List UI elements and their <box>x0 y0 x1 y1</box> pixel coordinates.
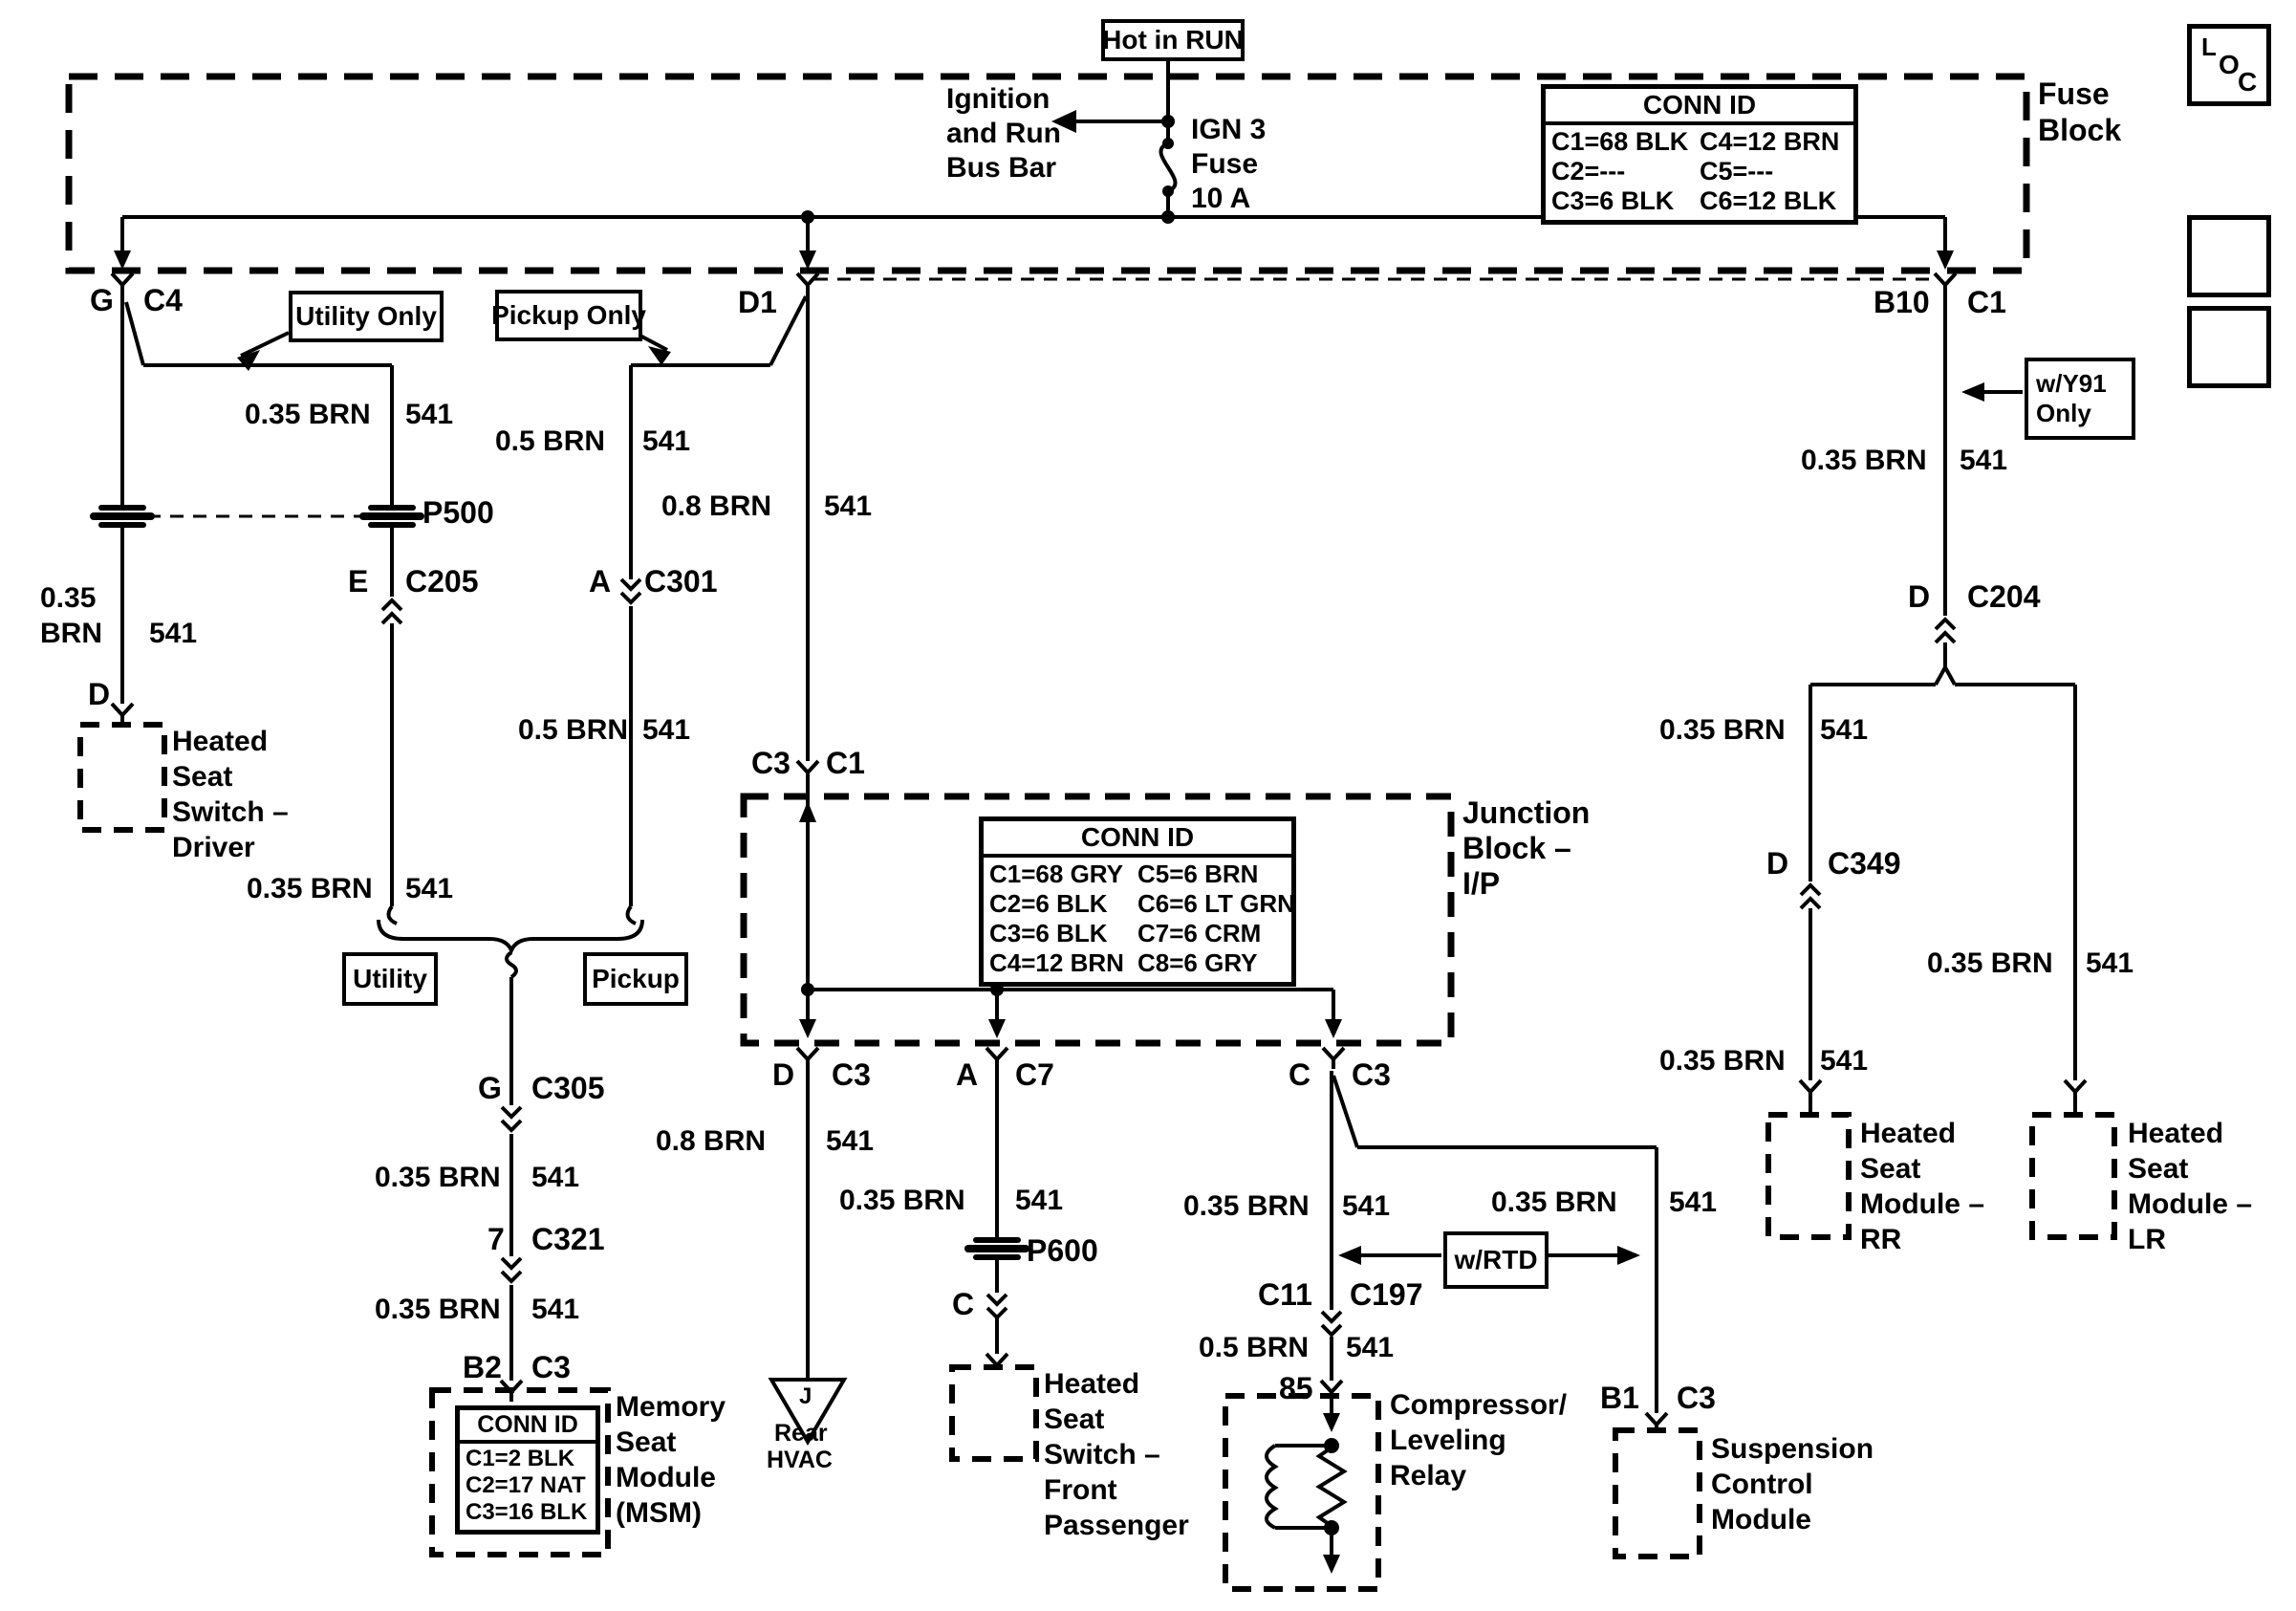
loc-icon <box>2187 24 2271 106</box>
rr-module-line-1: Heated <box>1860 1118 1957 1149</box>
wire-msm-1-size: 0.35 BRN <box>375 1162 501 1193</box>
fuse-label-line-2: Fuse <box>1191 148 1259 180</box>
fuse-label-line-3: 10 A <box>1191 183 1251 214</box>
wire-rr-upper-circuit: 541 <box>1820 714 1869 746</box>
utility-only-arrow-line <box>241 333 289 356</box>
driver-switch-line-2: Seat <box>172 761 233 793</box>
heated-seat-switch-driver-dashed-box <box>80 725 164 830</box>
pin-c305: C305 <box>531 1071 605 1105</box>
pin-c4: C4 <box>143 283 183 317</box>
suspension-label-2: Control <box>1711 1469 1813 1500</box>
wire-suspension-circuit: 541 <box>1669 1186 1718 1218</box>
utility-only-label: Utility Only <box>295 301 437 331</box>
fuse-label-line-1: IGN 3 <box>1191 114 1267 145</box>
wire-relay-upper-circuit: 541 <box>1342 1190 1391 1222</box>
wire-msm-2-size: 0.35 BRN <box>375 1294 501 1325</box>
rear-hvac-label-2: HVAC <box>767 1447 833 1473</box>
wire-msm-2-circuit: 541 <box>531 1294 580 1325</box>
msm-label-4: (MSM) <box>616 1497 702 1529</box>
w-rtd-right-arrowhead <box>1617 1246 1640 1265</box>
wire-d1-size: 0.8 BRN <box>661 490 772 522</box>
connector-7-c321 <box>502 1258 521 1281</box>
lr-module-line-1: Heated <box>2128 1118 2224 1149</box>
wire-utility-branch <box>126 302 397 924</box>
wire-driver-size-1: 0.35 <box>40 582 97 614</box>
ignition-bus-line-1: Ignition <box>946 83 1051 115</box>
conn-id-row <box>989 860 1286 889</box>
utility-tag <box>342 952 438 1006</box>
pin-c11: C11 <box>1258 1277 1312 1312</box>
hot-in-run-tag <box>1101 19 1245 61</box>
wire-rr-lower-size: 0.35 BRN <box>1659 1045 1786 1077</box>
pin-b2-c3: C3 <box>531 1350 571 1384</box>
pin-a-c301: A <box>589 564 612 599</box>
ignition-bus-line-2: and Run <box>946 118 1061 149</box>
wire-msm-1-circuit: 541 <box>531 1162 580 1193</box>
relay-label-1: Compressor/ <box>1390 1389 1568 1421</box>
pin-g-c305: G <box>478 1071 502 1105</box>
pin-b1-c3: C3 <box>1677 1381 1716 1415</box>
conn-id-header: CONN ID <box>984 821 1291 858</box>
conn-id-cell: C2=--- <box>1551 157 1626 185</box>
pin-85: 85 <box>1279 1371 1313 1405</box>
p500-grommet-left <box>94 508 151 525</box>
pin-g: G <box>90 283 114 317</box>
w-rtd-tag <box>1443 1231 1549 1289</box>
loc-letter-l: L <box>2201 33 2217 61</box>
wire-driver-circuit: 541 <box>149 618 198 649</box>
wire-pickup-upper-size: 0.5 BRN <box>495 425 606 457</box>
previous-page-icon-box <box>2187 306 2271 388</box>
connector-d-c3-out <box>797 1048 818 1069</box>
rr-module-line-3: Module – <box>1860 1188 1985 1220</box>
pin-c301: C301 <box>644 564 718 599</box>
conn-id-body <box>460 1444 596 1530</box>
junction-in-up-arrowhead <box>799 801 816 822</box>
splice-p500: P500 <box>422 495 494 530</box>
connector-d1 <box>797 273 818 296</box>
lr-module-line-4: LR <box>2128 1224 2166 1255</box>
conn-id-header: CONN ID <box>1546 89 1853 125</box>
heated-seat-module-rr-dashed-box <box>1768 1115 1849 1237</box>
msm-conn-id-table <box>455 1405 600 1535</box>
pickup-tag <box>583 952 688 1006</box>
utility-label: Utility <box>353 964 427 993</box>
pin-c1: C1 <box>1967 285 2006 319</box>
p500-grommet-right <box>363 508 421 525</box>
connector-a-c301 <box>621 579 640 602</box>
pin-a-jb-out: A <box>956 1057 979 1092</box>
conn-id-cell: C4=12 BRN <box>1700 127 1840 156</box>
conn-id-row <box>1551 127 1848 157</box>
junction-block-conn-id-table <box>979 816 1296 987</box>
heated-seat-module-lr-dashed-box <box>2032 1115 2114 1237</box>
pin-d1: D1 <box>738 285 777 319</box>
wire-y91-size: 0.35 BRN <box>1801 445 1927 476</box>
conn-id-cell: C7=6 CRM <box>1137 919 1262 947</box>
wire-utility-upper-size: 0.35 BRN <box>245 399 371 430</box>
wire-pickup-branch <box>627 296 806 924</box>
connector-c11-c197 <box>1322 1312 1341 1335</box>
junction-block-label-3: I/P <box>1462 866 1501 901</box>
heated-seat-switch-front-passenger-dashed-box <box>952 1367 1036 1459</box>
wire-suspension-size: 0.35 BRN <box>1491 1186 1617 1218</box>
rr-module-line-4: RR <box>1860 1224 1902 1255</box>
conn-id-row <box>466 1472 590 1499</box>
conn-id-cell: C3=16 BLK <box>466 1499 588 1525</box>
pin-d-jb-out: D <box>772 1057 795 1092</box>
pin-c205: C205 <box>405 564 479 599</box>
pin-c349: C349 <box>1828 846 1901 881</box>
conn-id-cell: C6=6 LT GRN <box>1137 889 1295 918</box>
p600-grommet <box>968 1240 1026 1257</box>
conn-id-cell: C1=2 BLK <box>466 1446 575 1471</box>
pin-c204: C204 <box>1967 579 2041 614</box>
conn-id-cell: C1=68 GRY <box>989 860 1123 888</box>
conn-id-row <box>1551 157 1848 186</box>
conn-id-cell: C4=12 BRN <box>989 948 1124 977</box>
w-y91-arrowhead <box>1961 382 1984 402</box>
splice-p600: P600 <box>1027 1233 1098 1268</box>
pin-c-jb-out: C <box>1289 1057 1311 1092</box>
next-page-icon-box <box>2187 215 2271 297</box>
relay-label-2: Leveling <box>1390 1425 1506 1456</box>
junction-block-label-1: Junction <box>1462 795 1591 830</box>
junction-block-label-2: Block – <box>1462 831 1571 865</box>
connector-rr-in <box>1800 1080 1821 1115</box>
pin-c321: C321 <box>531 1222 605 1256</box>
connector-g-c305 <box>502 1107 521 1130</box>
fuse-block-label-1: Fuse <box>2038 76 2110 111</box>
conn-id-cell: C2=17 NAT <box>466 1472 586 1498</box>
connector-b10-c1 <box>1935 273 1956 296</box>
suspension-label-1: Suspension <box>1711 1433 1874 1465</box>
wire-frontpass-size: 0.35 BRN <box>839 1185 965 1216</box>
wire-pickup-upper-circuit: 541 <box>642 425 691 457</box>
conn-id-cell: C6=12 BLK <box>1700 186 1837 215</box>
junction-block-internal-bus <box>808 990 1333 1031</box>
conn-id-cell: C3=6 BLK <box>989 919 1108 947</box>
conn-id-row <box>989 889 1295 919</box>
relay-internals <box>1267 1440 1344 1566</box>
lr-module-line-3: Module – <box>2128 1188 2253 1220</box>
conn-id-row <box>466 1446 590 1472</box>
relay-label-3: Relay <box>1390 1460 1467 1491</box>
conn-id-cell: C5=--- <box>1700 157 1774 185</box>
connector-d-c349 <box>1801 885 1820 908</box>
w-y91-label-line2: Only <box>2036 399 2091 427</box>
frontpass-line-1: Heated <box>1044 1368 1140 1400</box>
frontpass-line-3: Switch – <box>1044 1439 1160 1470</box>
conn-id-header: CONN ID <box>460 1410 596 1444</box>
wire-rr-lower-circuit: 541 <box>1820 1045 1869 1077</box>
wire-d1-circuit: 541 <box>824 490 873 522</box>
suspension-control-module-dashed-box <box>1615 1430 1700 1557</box>
conn-id-row <box>989 919 1286 948</box>
rear-hvac-j: J <box>799 1383 812 1409</box>
connector-e-c205 <box>382 600 401 623</box>
wire-hvac-size: 0.8 BRN <box>656 1125 767 1157</box>
grommet-symbols <box>94 508 1026 1257</box>
conn-id-body <box>1546 125 1853 220</box>
conn-id-cell: C2=6 BLK <box>989 889 1108 918</box>
pin-a-jb-out-c7: C7 <box>1015 1057 1054 1092</box>
w-rtd-label: w/RTD <box>1454 1245 1538 1274</box>
w-y91-label-line1: w/Y91 <box>2036 369 2107 398</box>
pin-c197: C197 <box>1350 1277 1423 1312</box>
wire-driver-size-2: BRN <box>40 618 102 649</box>
wire-utility-lower-size: 0.35 BRN <box>247 873 373 904</box>
wire-pickup-lower-circuit: 541 <box>642 714 691 746</box>
pin-c3-jb-in: C3 <box>751 746 791 780</box>
utility-only-tag <box>289 291 444 342</box>
lr-module-line-2: Seat <box>2128 1153 2189 1185</box>
conn-id-cell: C3=6 BLK <box>1551 186 1675 215</box>
wire-y91-circuit: 541 <box>1960 445 2008 476</box>
rr-module-line-2: Seat <box>1860 1153 1921 1185</box>
frontpass-line-2: Seat <box>1044 1404 1105 1435</box>
connector-d-driver <box>112 704 133 725</box>
loc-letter-c: C <box>2238 67 2258 97</box>
conn-id-row <box>466 1499 590 1526</box>
wire-lr-size: 0.35 BRN <box>1927 947 2053 979</box>
ignition-bus-line-3: Bus Bar <box>946 152 1057 184</box>
wire-hvac-circuit: 541 <box>826 1125 875 1157</box>
wire-lr-circuit: 541 <box>2086 947 2134 979</box>
connector-d-c204 <box>1936 620 1955 642</box>
connector-c-front-passenger <box>987 1295 1007 1317</box>
pickup-only-tag <box>491 290 646 341</box>
wire-relay-upper-size: 0.35 BRN <box>1183 1190 1310 1222</box>
pickup-label: Pickup <box>592 964 680 993</box>
wire-rr-upper-size: 0.35 BRN <box>1659 714 1786 746</box>
frontpass-line-5: Passenger <box>1044 1510 1189 1541</box>
pin-b10: B10 <box>1874 285 1930 319</box>
w-y91-tag <box>2025 358 2135 440</box>
connector-lr-in <box>2065 1080 2086 1115</box>
suspension-label-3: Module <box>1711 1504 1811 1535</box>
fuse-block-conn-id-table <box>1541 84 1858 225</box>
pin-c-jb-out-c3: C3 <box>1352 1057 1391 1092</box>
pin-b1: B1 <box>1600 1381 1639 1415</box>
conn-id-row <box>1551 186 1848 216</box>
msm-label-3: Module <box>616 1462 716 1493</box>
pin-b2: B2 <box>463 1350 502 1384</box>
wire-utility-lower-circuit: 541 <box>405 873 454 904</box>
connector-c-c3-out <box>1323 1048 1344 1069</box>
wire-relay-lower-circuit: 541 <box>1346 1332 1395 1363</box>
hot-in-run-label: Hot in RUN <box>1102 25 1244 54</box>
w-rtd-left-arrowhead <box>1338 1246 1361 1265</box>
pin-c-frontpass: C <box>952 1287 975 1321</box>
fuse-block-label-2: Block <box>2038 113 2122 147</box>
rear-hvac-label-1: Rear <box>774 1420 828 1447</box>
loc-letter-o: O <box>2219 50 2240 79</box>
wire-pickup-lower-size: 0.5 BRN <box>518 714 629 746</box>
wire-relay-lower-size: 0.5 BRN <box>1199 1332 1310 1363</box>
conn-id-cell: C8=6 GRY <box>1137 948 1258 977</box>
pin-d-jb-out-c3: C3 <box>832 1057 871 1092</box>
pin-e: E <box>348 564 369 599</box>
wire-frontpass-circuit: 541 <box>1015 1185 1064 1216</box>
connector-a-c7-out <box>986 1048 1007 1069</box>
msm-label-1: Memory <box>616 1391 726 1423</box>
conn-id-cell: C5=6 BRN <box>1137 860 1259 888</box>
pin-d-driver: D <box>88 677 111 711</box>
wire-utility-upper-circuit: 541 <box>405 399 454 430</box>
driver-switch-line-4: Driver <box>172 832 255 863</box>
pin-d-c349: D <box>1766 846 1789 881</box>
pin-c1-jb-in: C1 <box>826 746 865 780</box>
msm-label-2: Seat <box>616 1426 677 1458</box>
conn-id-cell: C1=68 BLK <box>1551 127 1689 156</box>
compressor-leveling-relay-dashed-box <box>1225 1396 1378 1589</box>
pin-d-c204: D <box>1908 579 1931 614</box>
connector-g-c4 <box>112 273 133 296</box>
conn-id-row <box>989 948 1286 978</box>
pin-7: 7 <box>487 1222 505 1256</box>
driver-switch-line-3: Switch – <box>172 796 289 828</box>
frontpass-line-4: Front <box>1044 1474 1117 1506</box>
connector-c3-c1-junction-in <box>797 761 818 784</box>
conn-id-body <box>984 858 1295 982</box>
driver-switch-line-1: Heated <box>172 726 269 757</box>
pickup-only-label: Pickup Only <box>491 300 646 330</box>
